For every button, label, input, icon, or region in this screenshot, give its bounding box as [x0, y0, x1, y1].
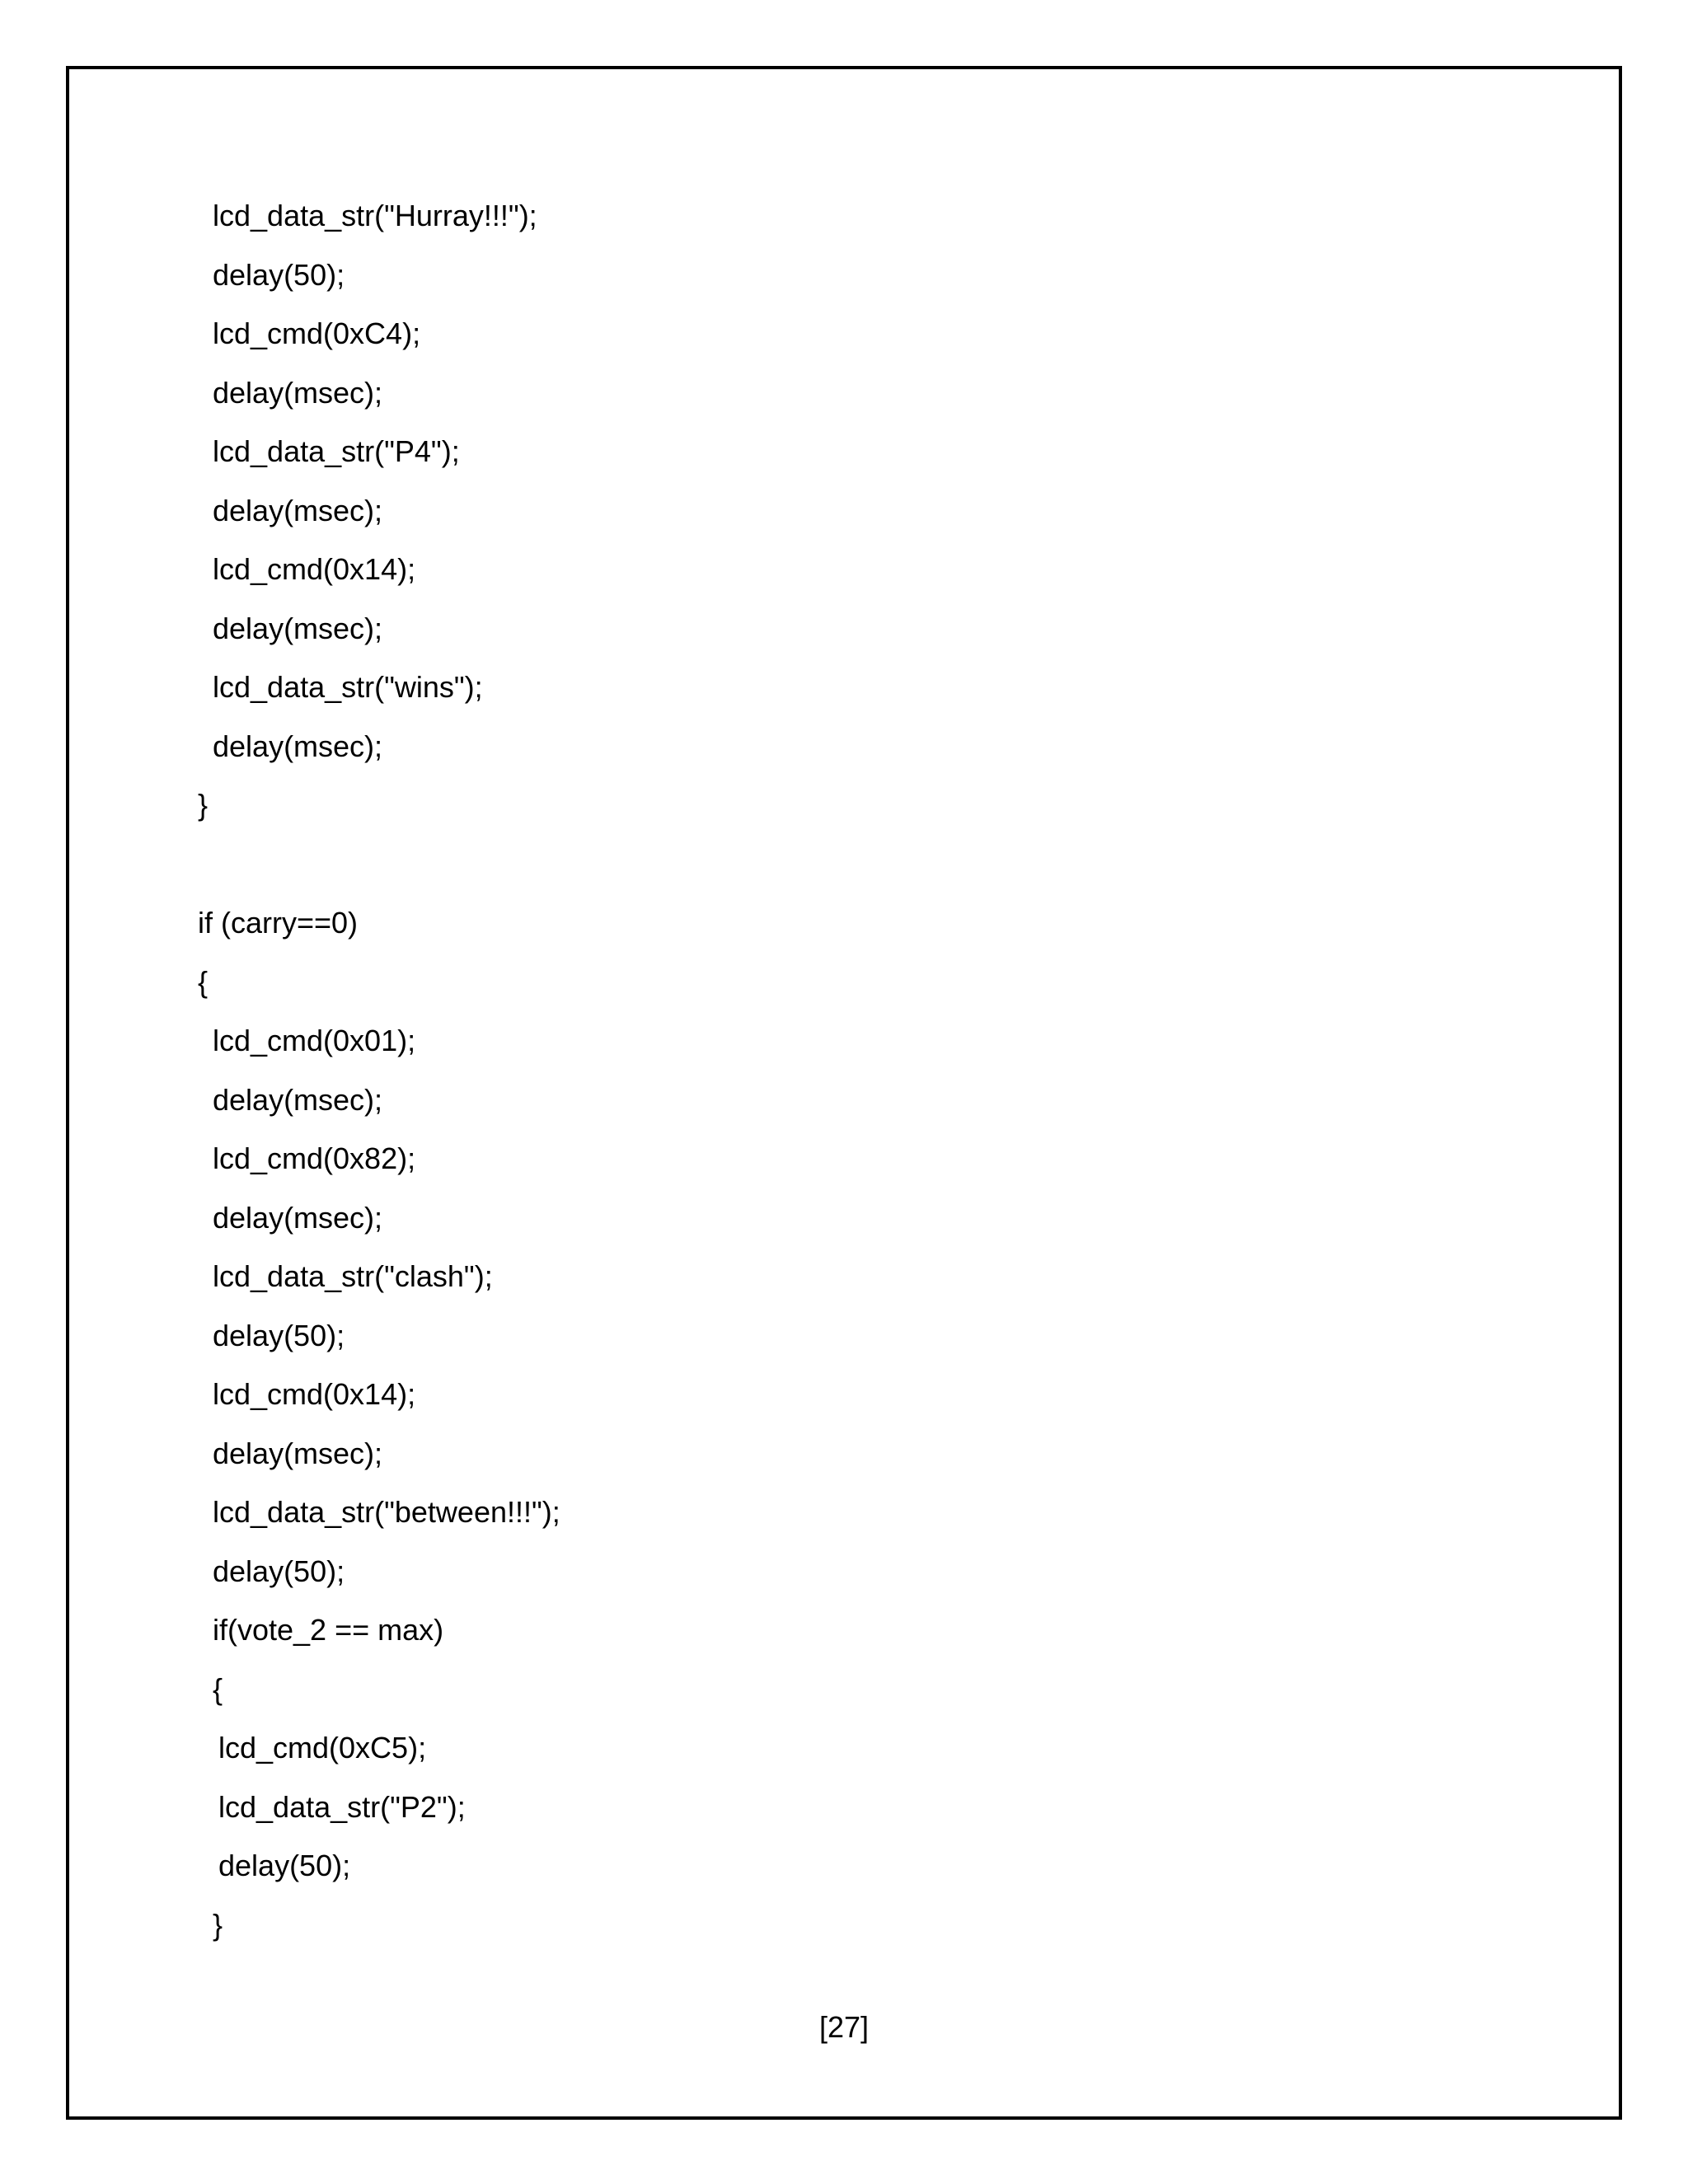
code-line: {: [198, 965, 209, 999]
code-line: lcd_data_str("wins");: [213, 670, 483, 704]
code-line: delay(msec);: [213, 1083, 383, 1117]
code-line: lcd_data_str("P4");: [213, 434, 460, 468]
code-line: delay(msec);: [213, 729, 383, 763]
code-line: lcd_data_str("Hurray!!!");: [213, 199, 537, 232]
code-line: delay(msec);: [213, 1201, 383, 1235]
code-line: lcd_cmd(0x82);: [213, 1141, 416, 1175]
code-line: delay(50);: [213, 1554, 345, 1588]
code-line: lcd_cmd(0xC4);: [213, 316, 421, 350]
code-line: {: [213, 1672, 223, 1706]
code-line: lcd_cmd(0x14);: [213, 552, 416, 586]
code-line: delay(50);: [213, 258, 345, 292]
code-line: delay(msec);: [213, 376, 383, 410]
code-line: if (carry==0): [198, 906, 359, 940]
code-line: if(vote_2 == max): [213, 1613, 444, 1647]
code-line: delay(msec);: [213, 1436, 383, 1470]
code-line: lcd_cmd(0x01);: [213, 1024, 416, 1057]
code-line: delay(msec);: [213, 494, 383, 527]
code-line: }: [198, 788, 209, 822]
code-line: lcd_cmd(0xC5);: [218, 1731, 427, 1765]
code-line: delay(50);: [213, 1319, 345, 1352]
code-line: lcd_data_str("P2");: [218, 1790, 466, 1824]
code-line: lcd_cmd(0x14);: [213, 1377, 416, 1411]
code-line: lcd_data_str("clash");: [213, 1259, 493, 1293]
code-line: lcd_data_str("between!!!");: [213, 1495, 560, 1529]
code-line: delay(50);: [218, 1849, 351, 1882]
page-number: [27]: [818, 2010, 870, 2044]
code-line: delay(msec);: [213, 612, 383, 645]
code-line: }: [213, 1908, 223, 1942]
